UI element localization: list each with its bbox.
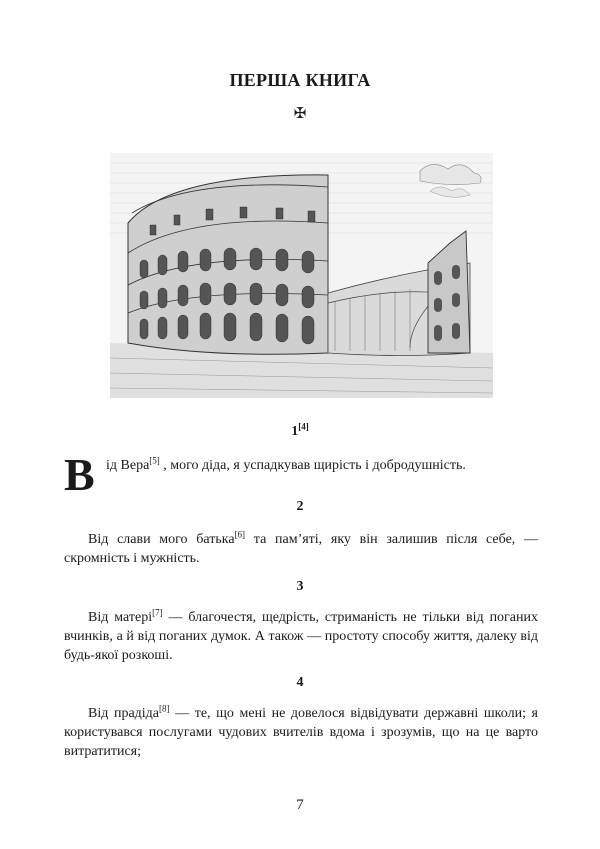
section-4-text: Від прадіда[8] — те, що мені не довелося відвідувати державні школи; я користувався послугами чудових вчителів вдома і зрозумів, що на це варто витратитися; xyxy=(64,703,538,759)
section-2-text: Від слави мого батька[6] та пам’яті, яку він залишив після себе, — скромність і мужність. xyxy=(64,529,539,566)
colosseum-engraving xyxy=(110,153,493,398)
footnote-ref: [6] xyxy=(234,529,246,540)
footnote-ref: [8] xyxy=(159,703,170,714)
footnote-ref: [7] xyxy=(152,607,163,618)
footnote-ref: [5] xyxy=(149,455,160,466)
section-number-3: 3 xyxy=(296,579,304,594)
section-number-1: 1[4] xyxy=(291,421,309,439)
section-ref: [4] xyxy=(298,421,309,432)
section-number-4: 4 xyxy=(296,675,304,690)
cross-ornament-icon: ✠ xyxy=(293,106,307,122)
drop-cap: В xyxy=(64,449,95,500)
section-number-2: 2 xyxy=(296,499,304,514)
section-3-text: Від матері[7] — благочестя, щедрість, стриманість не тільки від поганих вчинків, а й від поганих думок. А також — простоту способу життя, далеку від будь-якої розкоші. xyxy=(64,607,539,663)
page-number: 7 xyxy=(296,797,304,813)
book-title: ПЕРША КНИГА xyxy=(229,70,371,90)
section-1-text: ід Вера[5] , мого діда, я успадкував щирість і добродушність. xyxy=(106,455,466,473)
